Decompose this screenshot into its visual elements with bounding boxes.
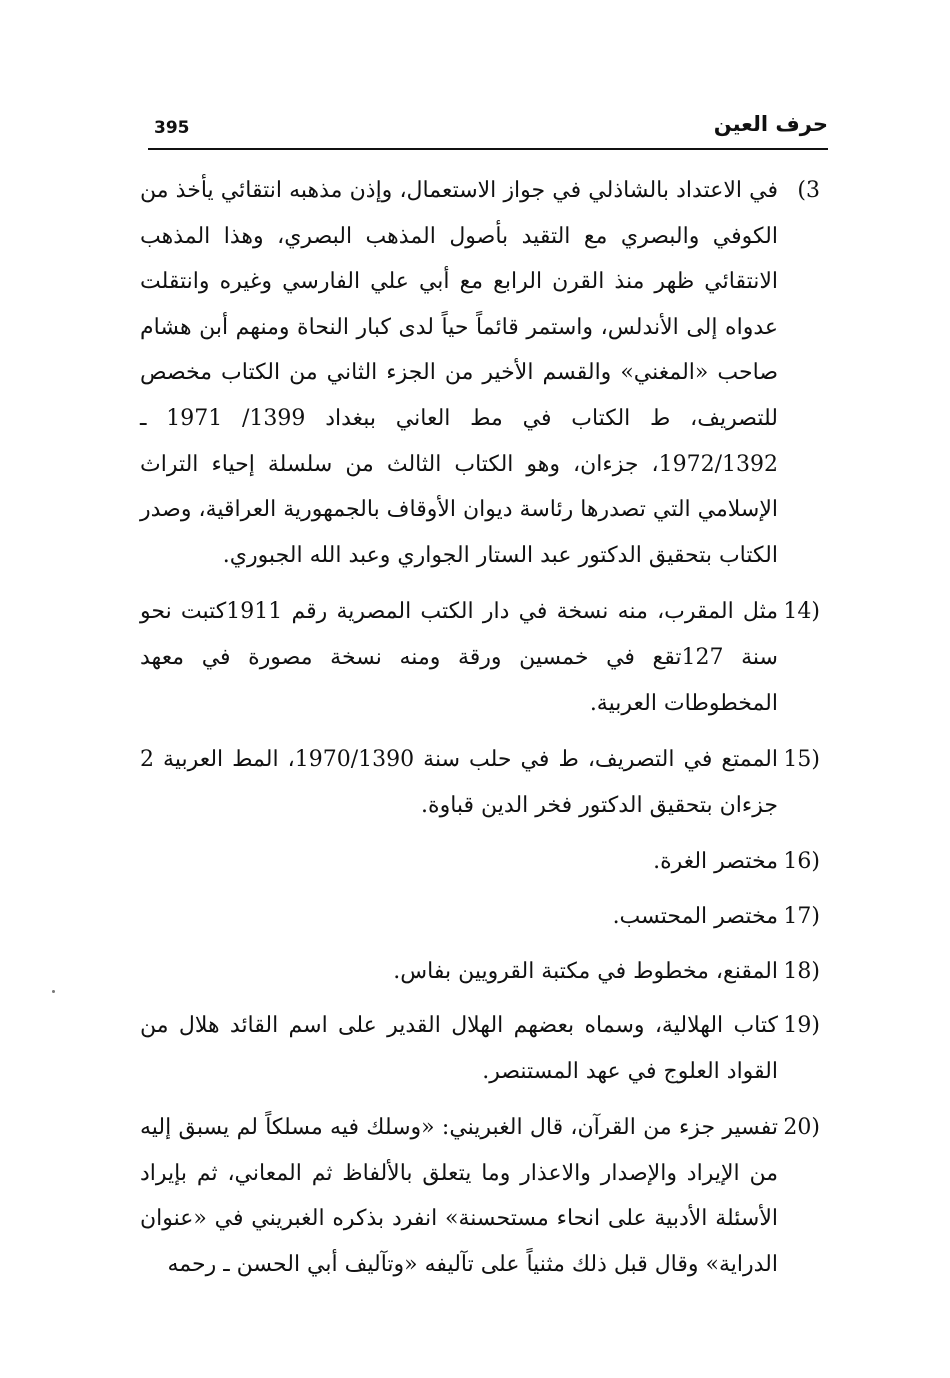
page-number: 395: [154, 118, 190, 138]
list-item: [140, 949, 820, 995]
entry-number: 17): [783, 903, 820, 929]
entry-number: 15): [783, 747, 820, 773]
entry-number: 19): [783, 1013, 820, 1039]
entry-text: كتاب الهلالية، وسماه بعضهم الهلال القدير على اسم القائد هلال من القواد العلوج في عهد المستنصر.: [140, 1013, 778, 1084]
entry-text: المقنع، مخطوط في مكتبة القرويين بفاس.: [393, 958, 778, 984]
list-item: [140, 839, 820, 885]
entry-text: تفسير جزء من القرآن، قال الغبريني: «وسلك فيه مسلكاً لم يسبق إليه من الإيراد والإصدار والاعذار وما يتعلق بالألفاظ ثم المعاني، ثم بإيراد الأسئلة الأدبية على انحاء مستحسنة» انفرد بذكره الغبريني في «عنوان الدراية» وقال قبل ذلك مثنياً على تآليفه «وتآليف أبي الحسن ـ رحمه: [140, 1115, 778, 1278]
list-item: [140, 894, 820, 940]
list-item: [140, 1105, 820, 1287]
entry-number: 16): [783, 849, 820, 875]
entry-text: مختصر الغرة.: [653, 849, 778, 875]
list-item: [140, 737, 820, 828]
entry-text: مثل المقرب، منه نسخة في دار الكتب المصرية رقم 1911كتبت نحو سنة 127تقع في خمسين ورقة ومنه نسخة مصورة في معهد المخطوطات العربية.: [140, 599, 778, 716]
entry-text: الممتع في التصريف، ط في حلب سنة 1970/1390، المط العربية 2 جزءان بتحقيق الدكتور فخر الدين قباوة.: [140, 747, 778, 818]
entry-number: 20): [783, 1115, 820, 1141]
entry-number: 18): [783, 958, 820, 984]
list-item: [140, 589, 820, 726]
entry-text: في الاعتداد بالشاذلي في جواز الاستعمال، وإذن مذهبه انتقائي يأخذ من الكوفي والبصري مع التقيد بأصول المذهب البصري، وهذا المذهب الانتقائي ظهر منذ القرن الرابع مع أبي علي الفارسي وغيره وانتقلت عدواه إلى الأندلس، واستمر قائماً حياً لدى كبار النحاة ومنهم أبن هشام صاحب «المغني» والقسم الأخير من الجزء الثاني من الكتاب مخصص للتصريف، ط الكتاب في مط العاني ببغداد 1399/ 1971 ـ 1972/1392، جزءان، وهو الكتاب الثالث من سلسلة إحياء التراث الإسلامي التي تصدرها رئاسة ديوان الأوقاف بالجمهورية العراقية، وصدر الكتاب بتحقيق الدكتور عبد الستار الجواري وعبد الله الجبوري.: [140, 178, 778, 568]
running-header: [148, 108, 828, 150]
entry-number: 14): [783, 599, 820, 625]
page-body: [140, 168, 820, 1299]
list-item: [140, 1003, 820, 1094]
scan-speck: [52, 990, 55, 993]
entry-text: مختصر المحتسب.: [612, 903, 778, 929]
chapter-title: حرف العين: [713, 112, 828, 136]
list-item: [140, 168, 820, 578]
entry-number: (3: [797, 178, 820, 203]
